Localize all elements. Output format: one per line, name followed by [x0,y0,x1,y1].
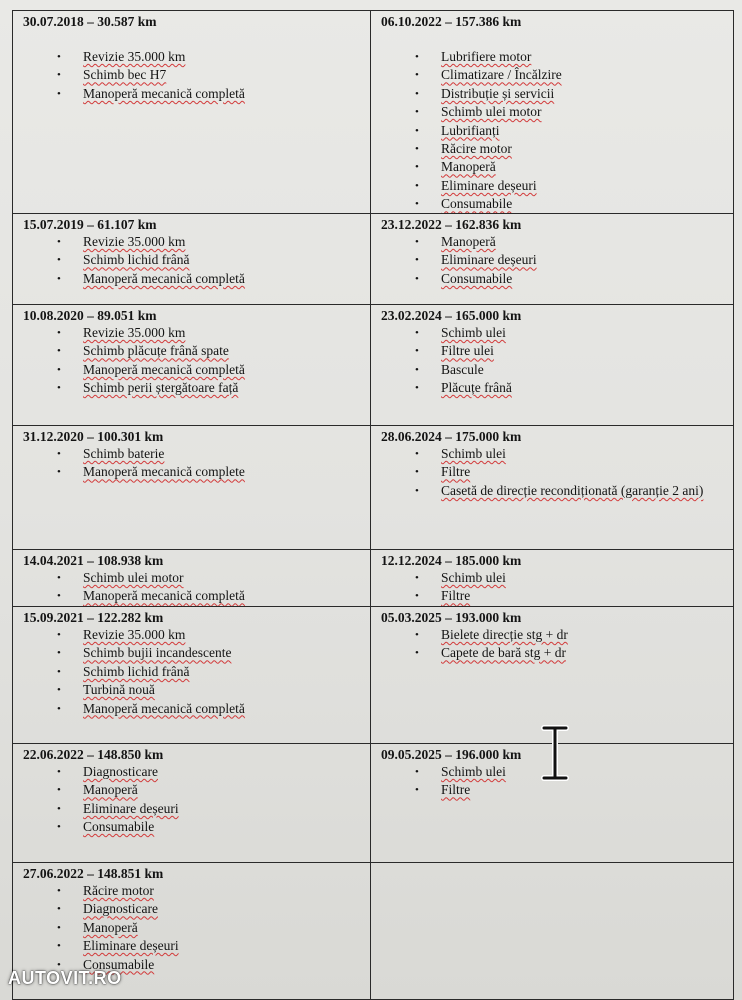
list-item [441,324,727,342]
list-item [83,663,364,681]
service-item-text: Climatizare / Încălzire [441,67,562,83]
service-entry-heading: 28.06.2024 – 175.000 km [381,429,522,444]
service-item-text: Turbină nouă [83,682,155,698]
list-item [83,66,364,84]
service-entry-right [371,426,733,550]
service-items-list [23,882,364,974]
service-items-list [381,445,727,500]
service-item-text: Casetă de direcție recondiționată (garanție 2 ani) [441,482,704,498]
list-item [83,937,364,955]
list-item [441,781,727,799]
service-item-text: Schimb ulei [441,570,506,585]
service-item-text: Manoperă mecanică completă [83,700,245,716]
list-item [441,482,727,500]
service-item-text: Eliminare deșeuri [83,938,179,954]
list-item [441,251,727,269]
service-item-text: Consumabile [83,956,155,972]
service-item-text: Distribuție și servicii [441,85,555,101]
service-items-list [23,763,364,837]
list-item [441,463,727,481]
list-item [441,177,727,195]
list-item [441,66,727,84]
service-item-text: Manoperă [441,159,496,175]
list-item [83,251,364,269]
service-item-text: Filtre [441,588,471,604]
list-item [83,361,364,379]
service-item-text: Bascule [441,361,484,377]
service-entry-heading: 09.05.2025 – 196.000 km [381,747,522,762]
service-items-list [381,324,727,398]
service-item-text: Schimb ulei [441,446,506,461]
service-item-text: Revizie 35.000 km [83,325,186,340]
service-item-text: Schimb plăcuțe frână spate [83,343,229,359]
service-history-table [12,10,734,1000]
list-item [441,103,727,121]
service-items-list [23,48,364,103]
service-item-text: Diagnosticare [83,901,158,917]
service-items-list [381,48,727,213]
service-entry-right [371,214,733,305]
service-items-list [23,569,364,606]
service-item-text: Schimb ulei motor [83,570,184,585]
service-items-list [23,324,364,398]
service-entry-heading: 27.06.2022 – 148.851 km [23,866,164,881]
service-item-text: Plăcuțe frână [441,380,512,396]
service-item-text: Schimb bujii incandescente [83,645,232,661]
table-row [13,606,733,744]
list-item [83,681,364,699]
site-watermark: AUTOVIT.RO [8,968,122,988]
service-item-text: Schimb bec H7 [83,67,167,83]
service-item-text: Eliminare deșeuri [441,252,537,268]
service-entry-heading: 15.09.2021 – 122.282 km [23,610,164,625]
service-entry-heading: 22.06.2022 – 148.850 km [23,747,164,762]
service-items-list [381,569,727,606]
list-item [83,445,364,463]
list-item [83,85,364,103]
service-item-text: Filtre [441,464,471,480]
service-entry-heading: 23.12.2022 – 162.836 km [381,217,522,232]
list-item [83,270,364,288]
service-entry-heading: 12.12.2024 – 185.000 km [381,553,522,568]
service-item-text: Manoperă mecanică complete [83,464,245,480]
list-item [83,48,364,66]
service-items-list [381,626,727,663]
service-item-text: Eliminare deșeuri [83,800,179,816]
service-item-text: Manoperă mecanică completă [83,270,245,286]
service-items-list [23,445,364,482]
list-item [83,569,364,587]
table-row [13,425,733,550]
service-items-list [23,233,364,288]
list-item [441,140,727,158]
service-item-text: Schimb lichid frână [83,252,190,268]
service-item-text: Schimb perii ștergătoare față [83,380,239,396]
list-item [441,85,727,103]
list-item [441,445,727,463]
service-entry-heading: 23.02.2024 – 165.000 km [381,308,522,323]
list-item [83,900,364,918]
list-item [441,361,727,379]
table-row [13,304,733,426]
list-item [83,781,364,799]
list-item [83,342,364,360]
list-item [441,379,727,397]
list-item [83,324,364,342]
list-item [83,644,364,662]
service-item-text: Revizie 35.000 km [83,49,186,64]
service-item-text: Diagnosticare [83,764,158,779]
list-item [83,800,364,818]
service-item-text: Răcire motor [441,141,512,157]
service-item-text: Manoperă [83,782,138,798]
list-item [441,233,727,251]
service-item-text: Manoperă mecanică completă [83,361,245,377]
list-item [83,463,364,481]
service-item-text: Schimb ulei motor [441,104,542,120]
service-entry-heading: 10.08.2020 – 89.051 km [23,308,157,323]
list-item [441,48,727,66]
service-item-text: Manoperă [441,234,496,249]
list-item [441,270,727,288]
service-entry-right [371,11,733,213]
service-item-text: Capete de bară stg + dr [441,645,566,661]
service-entry-left [13,607,371,744]
list-item [83,587,364,605]
list-item [441,122,727,140]
service-item-text: Consumabile [441,196,513,212]
service-item-text: Filtre [441,782,471,798]
service-item-text: Schimb baterie [83,446,165,461]
service-entry-right [371,550,733,607]
list-item [83,818,364,836]
service-items-list [381,233,727,288]
service-item-text: Manoperă mecanică completă [83,588,245,604]
service-item-text: Lubrifiere motor [441,49,532,64]
list-item [83,956,364,974]
service-entry-left [13,550,371,607]
service-item-text: Schimb lichid frână [83,663,190,679]
service-entry-left [13,305,371,426]
service-item-text: Lubrifianți [441,122,500,138]
service-entry-heading: 05.03.2025 – 193.000 km [381,610,522,625]
service-item-text: Bielete direcție stg + dr [441,627,568,642]
list-item [83,626,364,644]
service-item-text: Eliminare deșeuri [441,177,537,193]
table-row [13,743,733,863]
service-entry-heading: 14.04.2021 – 108.938 km [23,553,164,568]
service-entry-right [371,863,733,1000]
service-item-text: Manoperă [83,919,138,935]
service-items-list [23,626,364,718]
service-item-text: Revizie 35.000 km [83,627,186,642]
list-item [83,700,364,718]
service-entry-heading: 30.07.2018 – 30.587 km [23,14,157,29]
service-item-text: Manoperă mecanică completă [83,85,245,101]
table-row [13,213,733,305]
service-item-text: Filtre ulei [441,343,494,359]
list-item [441,763,727,781]
service-entry-heading: 06.10.2022 – 157.386 km [381,14,522,29]
list-item [441,195,727,213]
service-entry-right [371,305,733,426]
list-item [83,233,364,251]
service-entry-left [13,426,371,550]
table-row [13,549,733,607]
list-item [441,569,727,587]
service-item-text: Revizie 35.000 km [83,234,186,249]
service-entry-left [13,11,371,213]
list-item [83,763,364,781]
table-row [13,11,733,213]
list-item [441,342,727,360]
list-item [83,882,364,900]
service-entry-heading: 31.12.2020 – 100.301 km [23,429,164,444]
list-item [441,626,727,644]
list-item [83,919,364,937]
service-item-text: Schimb ulei [441,325,506,340]
list-item [83,379,364,397]
text-cursor-icon [540,724,570,782]
service-entry-left [13,214,371,305]
service-item-text: Consumabile [83,819,155,835]
service-entry-heading: 15.07.2019 – 61.107 km [23,217,157,232]
list-item [441,587,727,605]
service-item-text: Schimb ulei [441,764,506,779]
service-entry-left [13,744,371,863]
list-item [441,158,727,176]
list-item [441,644,727,662]
service-item-text: Răcire motor [83,883,154,898]
service-item-text: Consumabile [441,270,513,286]
